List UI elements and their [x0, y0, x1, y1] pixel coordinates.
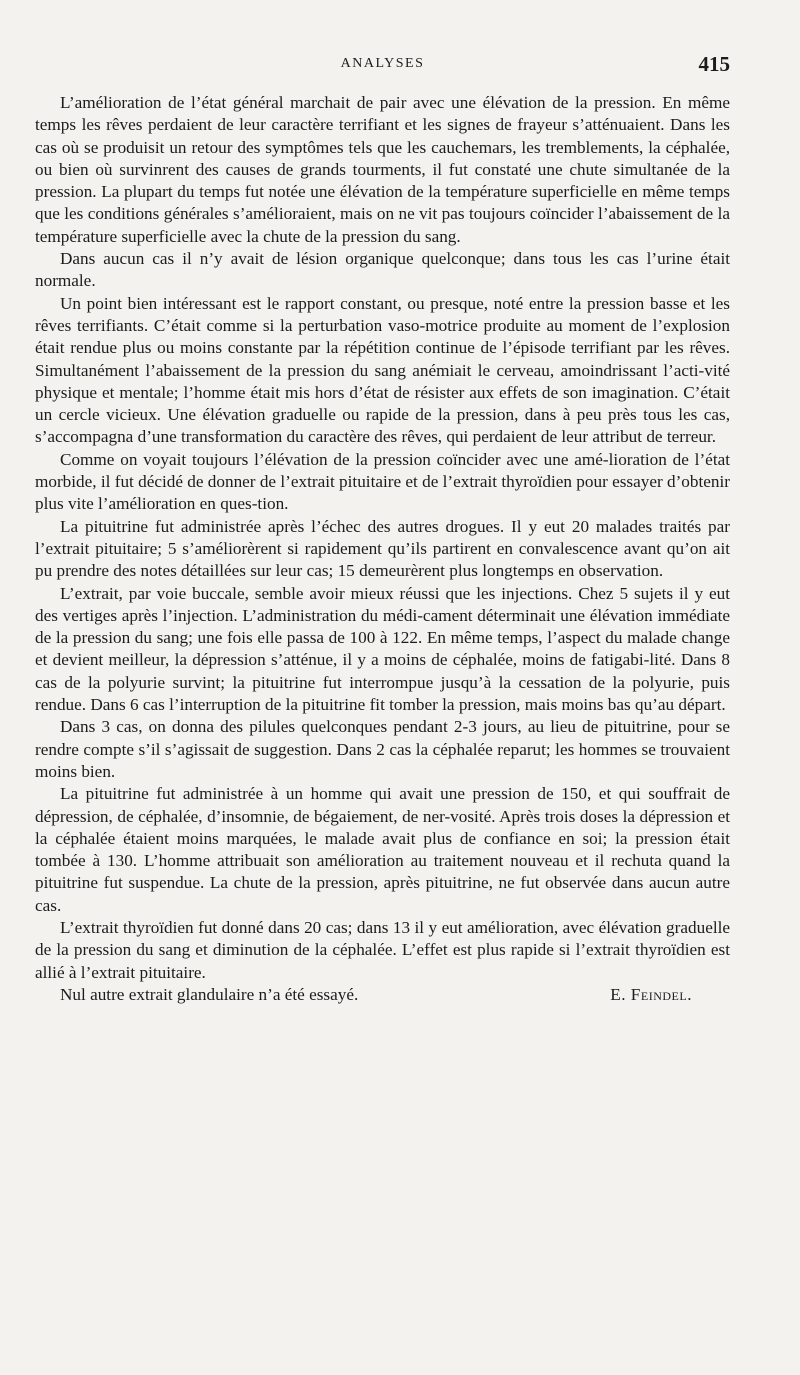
paragraph: Dans aucun cas il n’y avait de lésion organique quelconque; dans tous les cas l’urine était normale.	[35, 249, 730, 291]
paragraph: La pituitrine fut administrée après l’échec des autres drogues. Il y eut 20 malades traités par l’extrait pituitaire; 5 s’améliorèrent si rapidement qu’ils partirent en convalescence avant qu’on ait pu prendre des notes détaillées sur leur cas; 15 demeurèrent plus longtemps en observation.	[35, 516, 730, 581]
paragraph: La pituitrine fut administrée à un homme qui avait une pression de 150, et qui souffrait de dépression, de céphalée, d’insomnie, de bégaiement, de ner-vosité. Après trois doses la dépression et la céphalée étaient moins marquées, le malade avait plus de confiance en soi; la pression était tombée à 130. L’homme attribuait son amélioration au traitement nouveau et il rechuta quand la pituitrine fut suspendue. La chute de la pression, après pituitrine, ne fut observée dans aucun autre cas.	[35, 784, 730, 915]
paragraph: L’extrait, par voie buccale, semble avoir mieux réussi que les injections. Chez 5 sujets il y eut des vertiges après l’injection. L’administration du médi-cament déterminait une élévation immédiate de la pression du sang; une fois elle passa de 100 à 122. En même temps, l’aspect du malade change et devient meilleur, la dépression s’atténue, il y a moins de céphalée, moins de fatigabi-lité. Dans 8 cas de la polyurie survint; la pituitrine fut interrompue jusqu’à la cessation de la polyurie, puis rendue. Dans 6 cas l’interruption de la pituitrine fit tomber la pression, mais moins bas qu’au départ.	[35, 583, 730, 715]
paragraph: Dans 3 cas, on donna des pilules quelconques pendant 2-3 jours, au lieu de pituitrine, pour se rendre compte s’il s’agissait de suggestion. Dans 2 cas la céphalée reparut; les hommes se trouvaient moins bien.	[35, 717, 730, 781]
paragraph: L’amélioration de l’état général marchait de pair avec une élévation de la pression. En même temps les rêves perdaient de leur caractère terrifiant et les signes de frayeur s’atténuaient. Dans les cas où se produisit un retour des symptômes tels que les cauchemars, les tremblements, la céphalée, ou bien où survinrent des causes de grands tourments, il fut constaté une chute simultanée de la pression. La plupart du temps fut notée une élévation de la température superficielle en même temps que les conditions générales s’amélioraient, mais on ne vit pas toujours coïncider l’abaissement de la température superficielle avec la chute de la pression du sang.	[35, 93, 730, 246]
paragraph: Comme on voyait toujours l’élévation de la pression coïncider avec une amé-lioration de l’état morbide, il fut décidé de donner de l’extrait pituitaire et de l’extrait thyroïdien pour essayer d’obtenir plus vite l’amélioration en ques-tion.	[35, 449, 730, 514]
closing-line	[35, 984, 730, 1006]
paragraph: Un point bien intéressant est le rapport constant, ou presque, noté entre la pression basse et les rêves terrifiants. C’était comme si la perturbation vaso-motrice produite au moment de l’explosion était rendue plus ou moins constante par la répétition continue de l’épisode terrifiant par les rêves. Simultanément l’abaissement de la pression du sang anémiait le cerveau, amoindrissant l’acti-vité physique et mentale; l’homme était mis hors d’état de résister aux effets de son imagination. C’était un cercle vicieux. Une élévation graduelle ou rapide de la pression, dans à peu près tous les cas, s’accompagna d’une transformation du caractère des rêves, qui perdaient de leur attribut de terreur.	[35, 293, 730, 447]
body-text	[35, 92, 730, 1006]
page-number: 415	[698, 52, 730, 76]
closing-text: Nul autre extrait glandulaire n’a été essayé.	[60, 984, 359, 1004]
running-head: ANALYSES	[340, 56, 425, 71]
author-signature: E. Feindel.	[610, 984, 692, 1004]
page-header	[35, 52, 730, 82]
paragraph: L’extrait thyroïdien fut donné dans 20 cas; dans 13 il y eut amélioration, avec élévation graduelle de la pression du sang et diminution de la céphalée. L’effet est plus rapide si l’extrait thyroïdien est allié à l’extrait pituitaire.	[35, 917, 730, 982]
